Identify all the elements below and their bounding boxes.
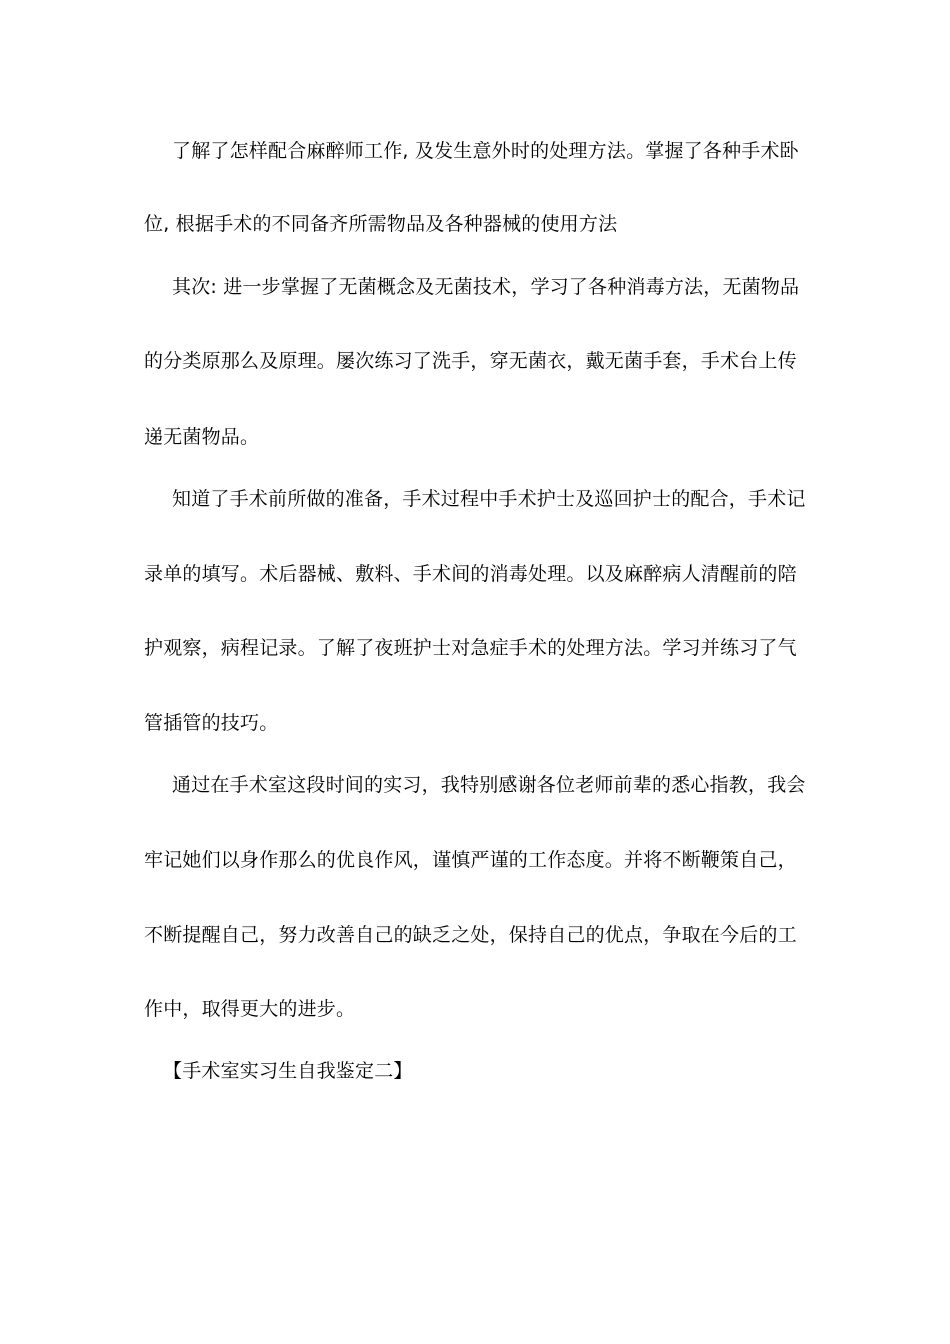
paragraph-line: 不断提醒自己，努力改善自己的缺乏之处，保持自己的优点，争取在今后的工 [144, 924, 797, 946]
paragraph-line: 了解了怎样配合麻醉师工作, 及发生意外时的处理方法。掌握了各种手术卧 [172, 140, 799, 162]
paragraph-line: 作中，取得更大的进步。 [144, 998, 356, 1020]
paragraph-line: 护观察，病程记录。了解了夜班护士对急症手术的处理方法。学习并练习了气 [144, 637, 797, 659]
paragraph-line: 知道了手术前所做的准备，手术过程中手术护士及巡回护士的配合，手术记 [172, 488, 806, 510]
paragraph-line: 其次: 进一步掌握了无菌概念及无菌技术，学习了各种消毒方法，无菌物品 [172, 276, 800, 298]
paragraph-line: 通过在手术室这段时间的实习，我特别感谢各位老师前辈的悉心指教，我会 [172, 774, 806, 796]
paragraph-line: 管插管的技巧。 [144, 712, 279, 734]
paragraph-line: 的分类原那么及原理。屡次练习了洗手，穿无菌衣，戴无菌手套，手术台上传 [144, 350, 797, 372]
section-heading: 【手术室实习生自我鉴定二】 [163, 1060, 413, 1082]
paragraph-line: 录单的填写。术后器械、敷料、手术间的消毒处理。以及麻醉病人清醒前的陪 [144, 563, 797, 585]
paragraph-line: 牢记她们以身作那么的优良作风，谨慎严谨的工作态度。并将不断鞭策自己， [144, 849, 797, 871]
paragraph-line: 位, 根据手术的不同备齐所需物品及各种器械的使用方法 [144, 213, 618, 235]
paragraph-line: 递无菌物品。 [144, 426, 260, 448]
